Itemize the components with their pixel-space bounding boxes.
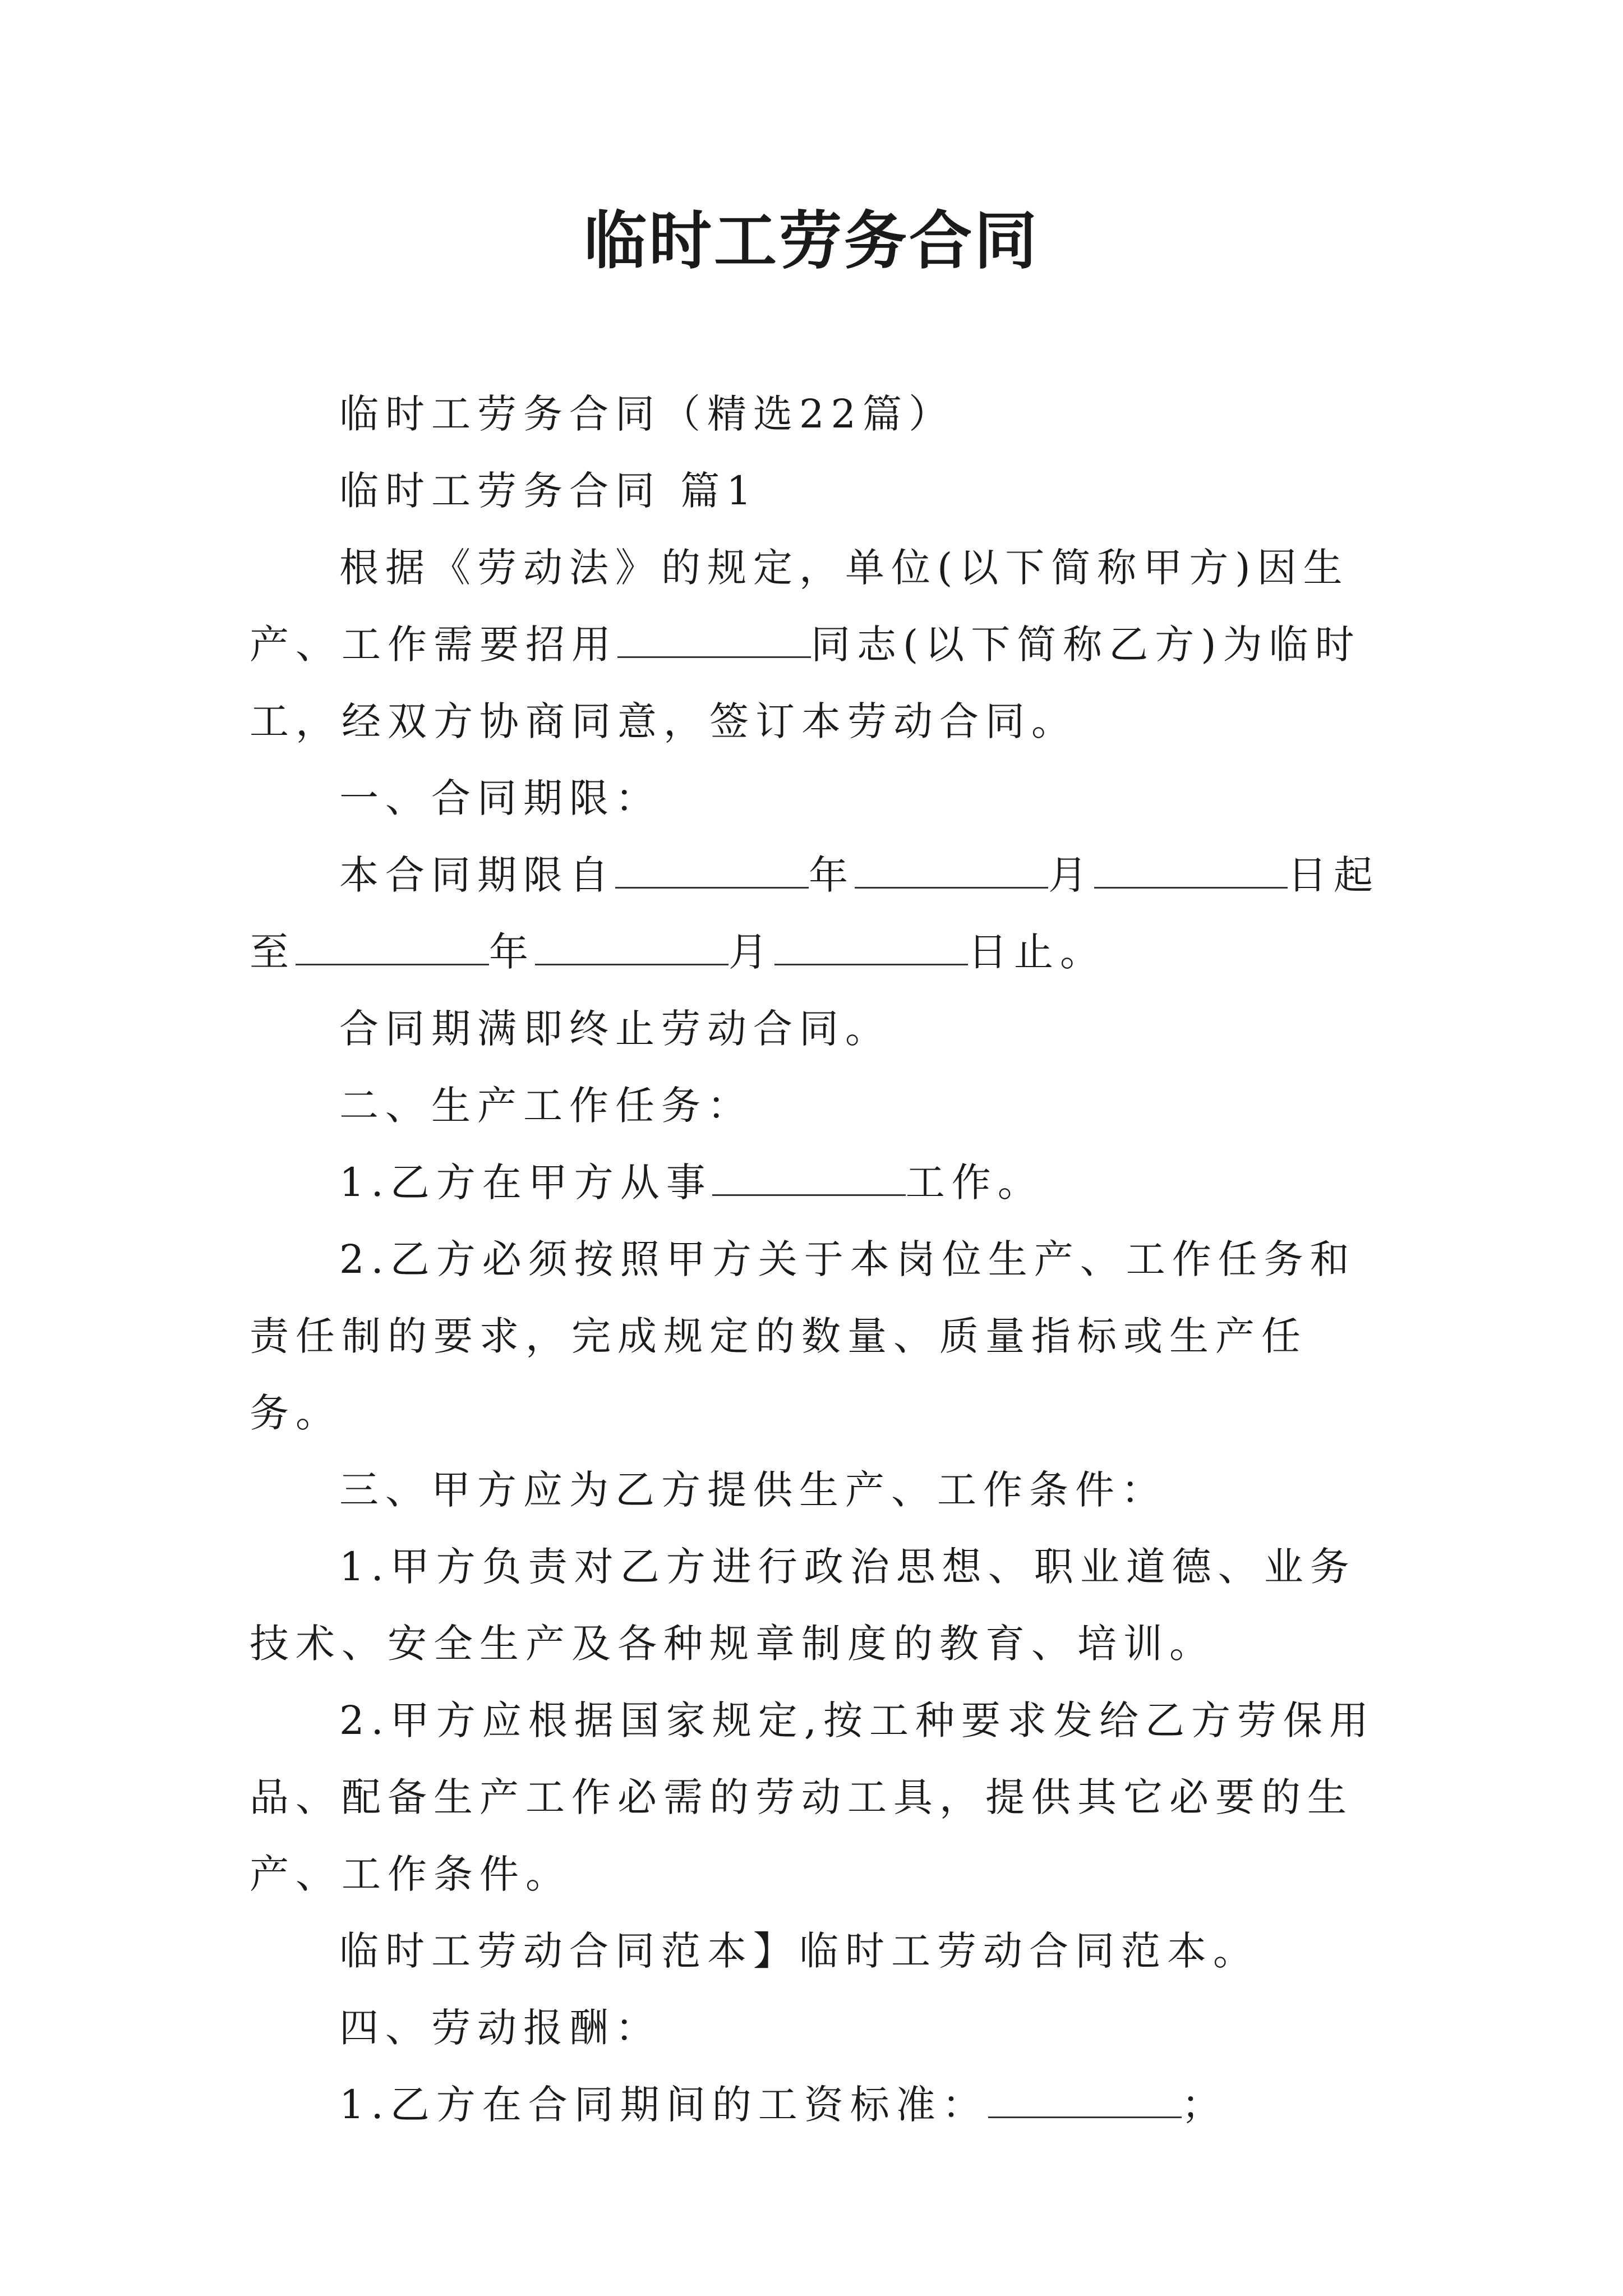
paragraph-condition-1: 1.甲方负责对乙方进行政治思想、职业道德、业务技术、安全生产及各种规章制度的教育、培训。	[250, 1544, 1356, 1667]
paragraph-preamble: 根据《劳动法》的规定，单位(以下简称甲方)因生产、工作需要招用 同志(以下简称乙方)为临时工，经双方协商同意，签订本劳动合同。	[250, 545, 1361, 744]
paragraph-heading-term: 一、合同期限：	[339, 775, 661, 821]
paragraph-term-dates: 本合同期限自 年 月 日起至 年 月 日止。	[250, 852, 1380, 975]
blank-field-start-month[interactable]	[855, 853, 1048, 889]
blank-field-end-year[interactable]	[296, 930, 489, 965]
paragraph-heading-conditions: 三、甲方应为乙方提供生产、工作条件：	[339, 1467, 1167, 1513]
blank-field-start-day[interactable]	[1094, 853, 1288, 889]
document-title: 临时工劳务合同	[584, 205, 1039, 278]
paragraph-term-end: 合同期满即终止劳动合同。	[339, 1006, 891, 1052]
paragraph-pay-1: 1.乙方在合同期间的工资标准： ；	[339, 2082, 1228, 2128]
blank-field-end-month[interactable]	[535, 930, 728, 965]
paragraph-task-2: 2.乙方必须按照甲方关于本岗位生产、工作任务和责任制的要求，完成规定的数量、质量指标或生产任务。	[250, 1236, 1356, 1436]
paragraph-heading-pay: 四、劳动报酬：	[339, 2005, 661, 2051]
paragraph-heading-tasks: 二、生产工作任务：	[339, 1083, 753, 1129]
document-body	[250, 376, 1394, 2143]
paragraph-section-heading: 临时工劳务合同 篇1	[339, 468, 758, 514]
blank-field-job[interactable]	[712, 1161, 906, 1196]
blank-field-employee-name[interactable]	[617, 623, 811, 658]
paragraph-condition-2: 2.甲方应根据国家规定,按工种要求发给乙方劳保用品、配备生产工作必需的劳动工具，提供其它必要的生产、工作条件。	[250, 1697, 1376, 1897]
paragraph-template-note: 临时工劳动合同范本】临时工劳动合同范本。	[339, 1928, 1259, 1974]
blank-field-wage[interactable]	[988, 2083, 1182, 2118]
blank-field-start-year[interactable]	[615, 853, 809, 889]
blank-field-end-day[interactable]	[774, 930, 968, 965]
paragraph-task-1: 1.乙方在甲方从事 工作。	[339, 1159, 1044, 1205]
paragraph-subtitle: 临时工劳务合同（精选22篇）	[339, 391, 955, 437]
